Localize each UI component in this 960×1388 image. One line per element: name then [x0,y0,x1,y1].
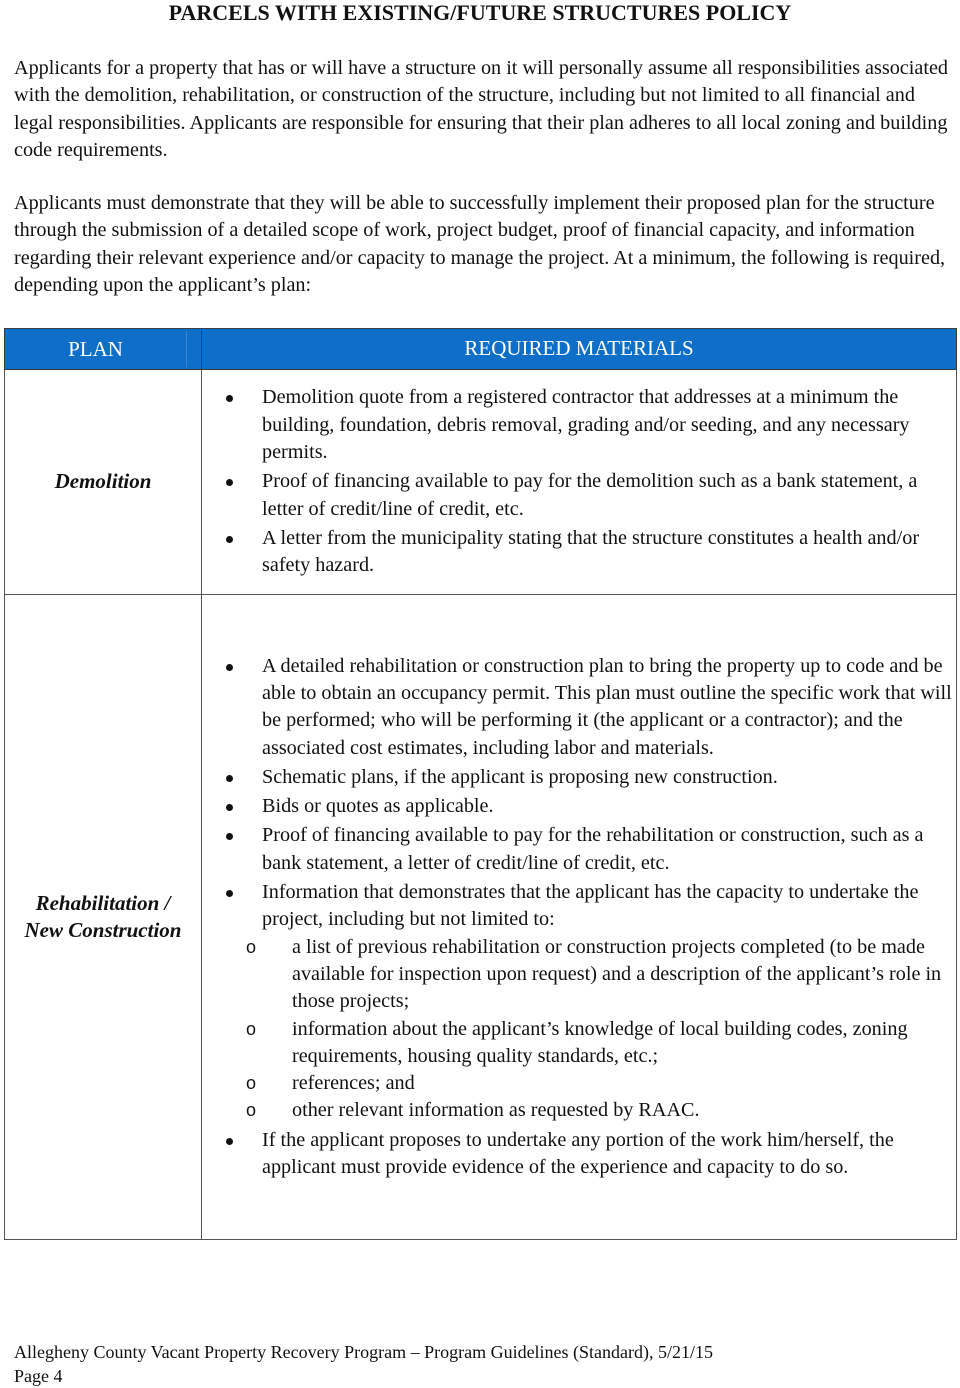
header-plan: PLAN [5,329,202,370]
bullet-icon [226,775,233,782]
bullet-icon [226,1138,233,1145]
table-header-row [5,329,957,370]
requirements-paragraph: Applicants must demonstrate that they will be able to successfully implement their proposed plan for the structure through the submission of a detailed scope of work, project budget, proof of financial capacity, and information regarding their relevant experience and/or capacity to manage the project. At a minimum, the following is required, depending upon the applicant’s plan: [14,192,946,296]
list-item: Bids or quotes as applicable. [202,793,956,820]
circle-bullet-icon: o [246,936,257,957]
list-item: A detailed rehabilitation or construction plan to bring the property up to code and be able to obtain an occupancy permit. This plan must outline the specific work that will be performed; who will be performing it (the applicant or a contractor); and the associated cost estimates, including labor and materials. [202,653,956,762]
sub-list-item: o a list of previous rehabilitation or construction projects completed (to be made available for inspection upon request) and a description of the applicant’s role in those projects; [246,935,942,1013]
intro-paragraph: Applicants for a property that has or will have a structure on it will personally assume all responsibilities associated with the demolition, rehabilitation, or construction of the structure, including but not limited to all financial and legal responsibilities. Applicants are responsible for ensuring that their plan adheres to all local zoning and building code requirements. [14,57,948,161]
sub-list-item: o information about the applicant’s knowledge of local building codes, zoning requirements, housing quality standards, etc.; [246,1017,908,1067]
plan-rehabilitation-new-construction: Rehabilitation / New Construction [5,595,202,1240]
page-footer [14,1340,713,1388]
header-required-materials: REQUIRED MATERIALS [202,329,957,370]
footer-page-number: Page 4 [14,1366,63,1386]
page-title: PARCELS WITH EXISTING/FUTURE STRUCTURES POLICY [168,0,792,25]
bullet-icon [226,890,233,897]
list-item: Proof of financing available to pay for the demolition such as a bank statement, a letter of credit/line of credit, etc. [202,468,956,523]
sub-list-item: o references; and [202,1070,956,1097]
list-item: If the applicant proposes to undertake any portion of the work him/herself, the applicant must provide evidence of the experience and capacity to do so. [202,1127,956,1182]
list-item: Demolition quote from a registered contractor that addresses at a minimum the building, foundation, debris removal, grading and/or seeding, and any necessary permits. [202,384,956,466]
list-item: Proof of financing available to pay for the rehabilitation or construction, such as a bank statement, a letter of credit/line of credit, etc. [202,822,956,877]
table-row [5,370,957,595]
materials-rehabilitation [202,595,957,1240]
bullet-icon [226,833,233,840]
list-item: Information that demonstrates that the applicant has the capacity to undertake the project, including but not limited to: o a list of previous rehabilitation or construction projects completed (to be made available for inspection upon request) and a description of the applicant’s role in those projects; o information about the applicant’s knowledge of local building codes, zoning requirements, housing quality standards, etc.; o references; and o other relevant information as requested by RAAC. [202,879,956,1125]
bullet-icon [226,395,233,402]
circle-bullet-icon: o [246,1018,257,1039]
circle-bullet-icon: o [246,1100,257,1121]
list-item: A letter from the municipality stating that the structure constitutes a health and/or safety hazard. [202,525,956,580]
bullet-icon [226,479,233,486]
plan-demolition: Demolition [5,370,202,595]
materials-demolition [202,370,957,595]
bullet-icon [226,664,233,671]
bullet-icon [226,804,233,811]
sub-list-item: o other relevant information as requested by RAAC. [202,1097,956,1124]
circle-bullet-icon: o [246,1073,257,1094]
list-item: Schematic plans, if the applicant is proposing new construction. [202,764,956,791]
table-row [5,595,957,1240]
bullet-icon [226,536,233,543]
footer-document-title: Allegheny County Vacant Property Recovery Program – Program Guidelines (Standard), 5/21/15 [14,1342,714,1362]
required-materials-table [4,328,957,1240]
